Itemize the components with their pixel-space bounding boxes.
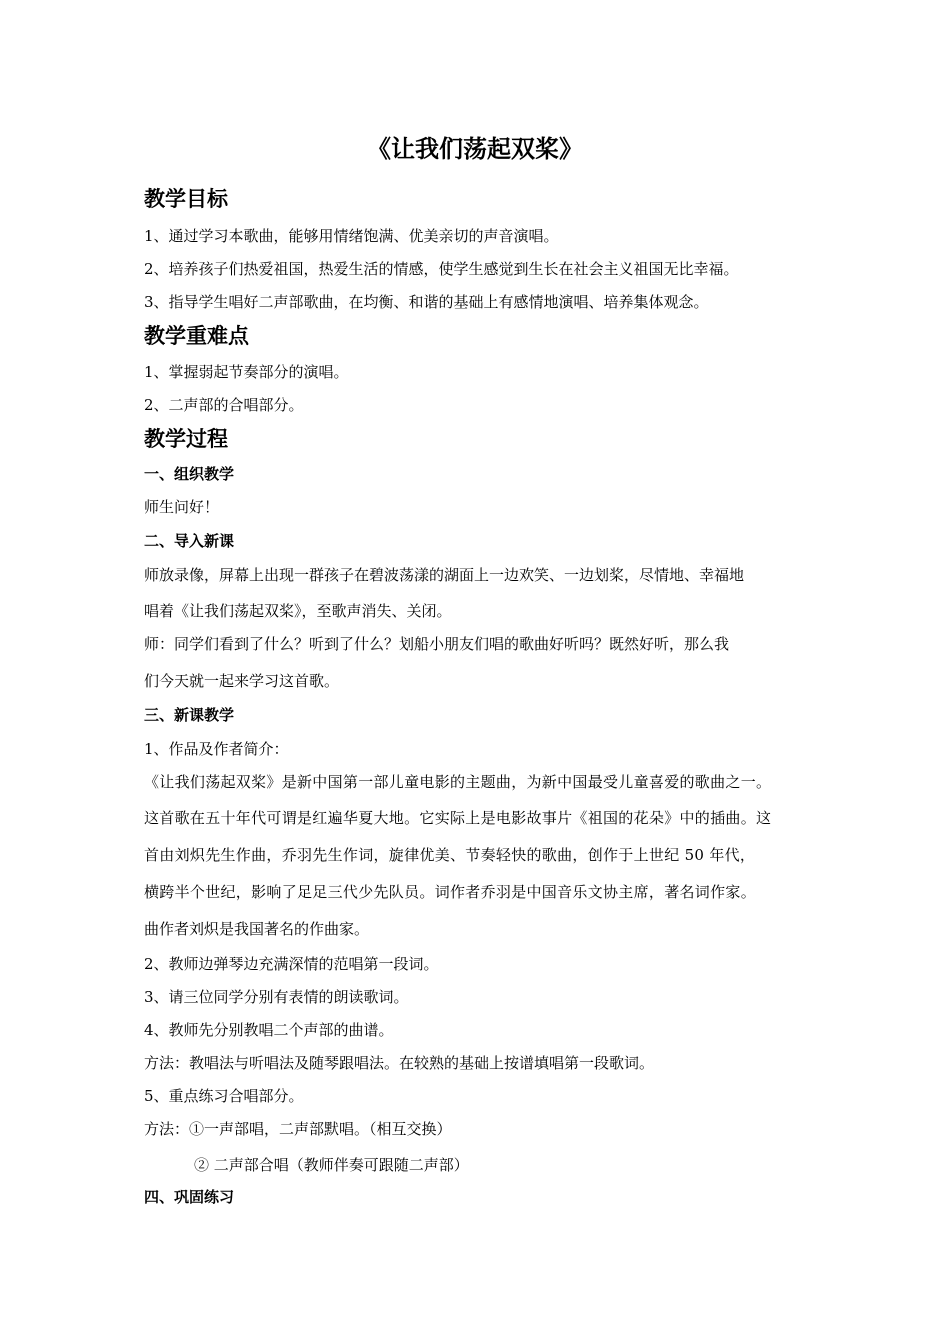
section-2-heading: 二、导入新课 [144, 532, 235, 550]
section-3-line: 3、请三位同学分别有表情的朗读歌词。 [144, 988, 409, 1006]
section-2-line: 们今天就一起来学习这首歌。 [144, 672, 340, 690]
key-points-heading: 教学重难点 [144, 324, 249, 348]
section-3-line: 首由刘炽先生作曲，乔羽先生作词，旋律优美、节奏轻快的歌曲，创作于上世纪 50 年代， [144, 846, 756, 864]
section-2-line: 师放录像，屏幕上出现一群孩子在碧波荡漾的湖面上一边欢笑、一边划桨，尽情地、幸福地 [144, 566, 745, 584]
section-3-line: 曲作者刘炽是我国著名的作曲家。 [144, 920, 370, 938]
section-3-line: 1、作品及作者简介： [144, 740, 289, 758]
section-2-line: 师：同学们看到了什么？听到了什么？划船小朋友们唱的歌曲好听吗？既然好听，那么我 [144, 635, 730, 653]
section-3-line: 方法：教唱法与听唱法及随琴跟唱法。在较熟的基础上按谱填唱第一段歌词。 [144, 1054, 655, 1072]
section-1-line: 师生问好！ [144, 498, 220, 516]
section-3-line: 方法：①一声部唱，二声部默唱。（相互交换） [144, 1120, 452, 1138]
section-3-heading: 三、新课教学 [144, 706, 235, 724]
section-4-heading: 四、巩固练习 [144, 1188, 235, 1206]
key-point-item: 2、二声部的合唱部分。 [144, 396, 304, 414]
section-1-heading: 一、组织教学 [144, 465, 235, 483]
section-3-line: 4、教师先分别教唱二个声部的曲谱。 [144, 1021, 394, 1039]
objective-item: 1、通过学习本歌曲，能够用情绪饱满、优美亲切的声音演唱。 [144, 227, 559, 245]
objective-item: 2、培养孩子们热爱祖国，热爱生活的情感，使学生感觉到生长在社会主义祖国无比幸福。 [144, 260, 739, 278]
section-3-line: 这首歌在五十年代可谓是红遍华夏大地。它实际上是电影故事片《祖国的花朵》中的插曲。这 [144, 809, 772, 827]
key-point-item: 1、掌握弱起节奏部分的演唱。 [144, 363, 349, 381]
section-3-line: 2、教师边弹琴边充满深情的范唱第一段词。 [144, 955, 439, 973]
section-3-line: ② 二声部合唱（教师伴奏可跟随二声部） [194, 1156, 469, 1174]
document-title: 《让我们荡起双桨》 [367, 135, 583, 163]
process-heading: 教学过程 [144, 427, 228, 451]
section-3-line: 横跨半个世纪，影响了足足三代少先队员。词作者乔羽是中国音乐文协主席，著名词作家。 [144, 883, 757, 901]
objectives-heading: 教学目标 [144, 187, 228, 211]
section-3-line: 5、重点练习合唱部分。 [144, 1087, 304, 1105]
section-2-line: 唱着《让我们荡起双桨》，至歌声消失、关闭。 [144, 602, 452, 620]
objective-item: 3、指导学生唱好二声部歌曲，在均衡、和谐的基础上有感情地演唱、培养集体观念。 [144, 293, 709, 311]
section-3-line: 《让我们荡起双桨》是新中国第一部儿童电影的主题曲，为新中国最受儿童喜爱的歌曲之一。 [144, 773, 772, 791]
